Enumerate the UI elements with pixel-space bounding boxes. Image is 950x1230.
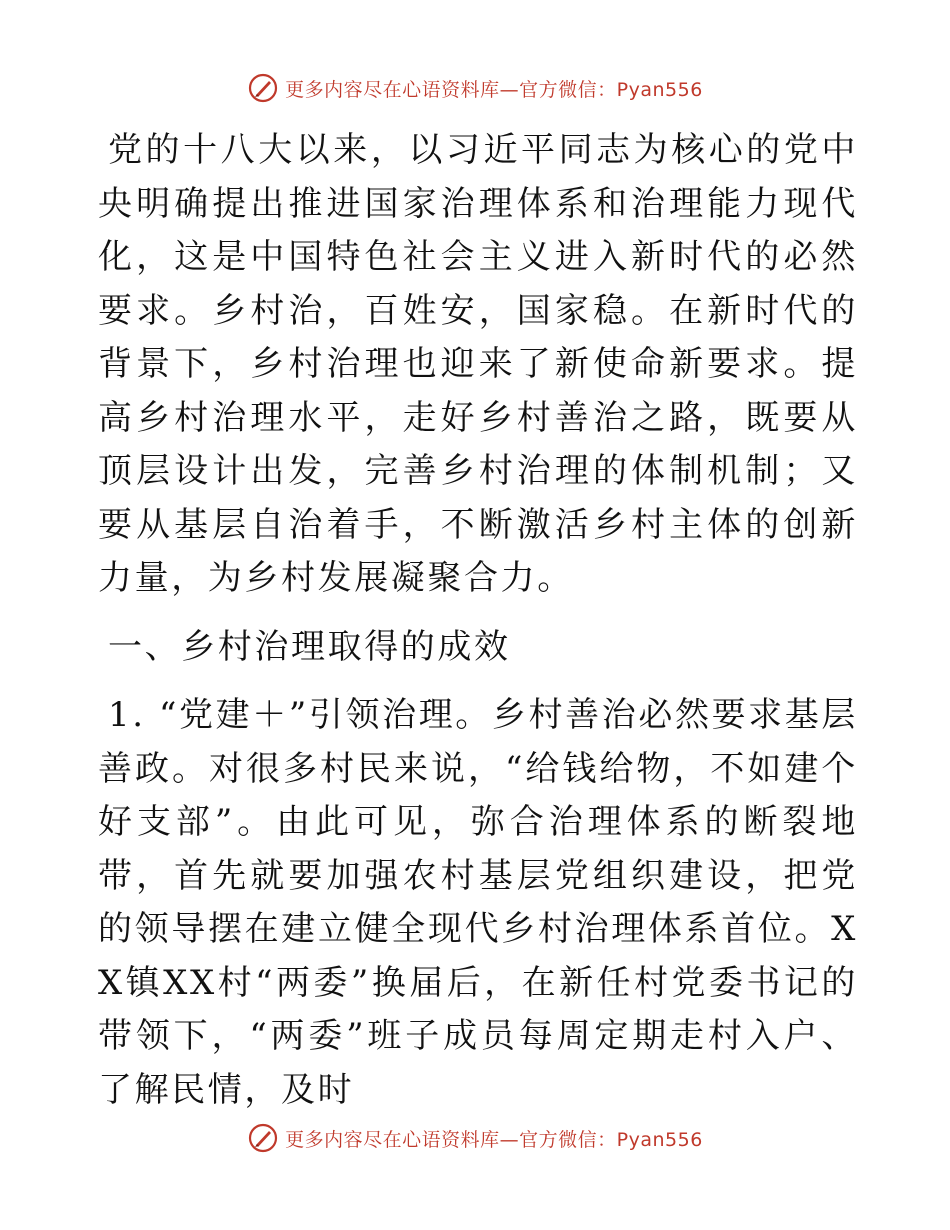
paragraph-intro: 党的十八大以来，以习近平同志为核心的党中央明确提出推进国家治理体系和治理能力现代化，这是中国特色社会主义进入新时代的必然要求。乡村治，百姓安，国家稳。在新时代的背景下，乡村治理也迎来了新使命新要求。提高乡村治理水平，走好乡村善治之路，既要从顶层设计出发，完善乡村治理的体制机制；又要从基层自治着手，不断激活乡村主体的创新力量，为乡村发展凝聚合力。: [98, 130, 858, 598]
document-body: [98, 124, 858, 1117]
watermark-text: 更多内容尽在心语资料库—官方微信：Pyan556: [285, 1128, 703, 1151]
section-heading: 一、乡村治理取得的成效: [108, 626, 511, 667]
paragraph-party-building: 1. “党建＋”引领治理。乡村善治必然要求基层善政。对很多村民来说，“给钱给物，不如建个好支部”。由此可见，弥合治理体系的断裂地带，首先就要加强农村基层党组织建设，把党的领导摆在建立健全现代乡村治理体系首位。XX镇XX村“两委”换届后，在新任村党委书记的带领下，“两委”班子成员每周定期走村入户、了解民情，及时: [98, 695, 858, 1110]
quill-logo-icon: [247, 1122, 279, 1154]
quill-logo-icon: [247, 72, 279, 104]
watermark-text: 更多内容尽在心语资料库—官方微信：Pyan556: [285, 78, 703, 101]
watermark-footer: [0, 1118, 950, 1158]
watermark-header: [0, 68, 950, 108]
